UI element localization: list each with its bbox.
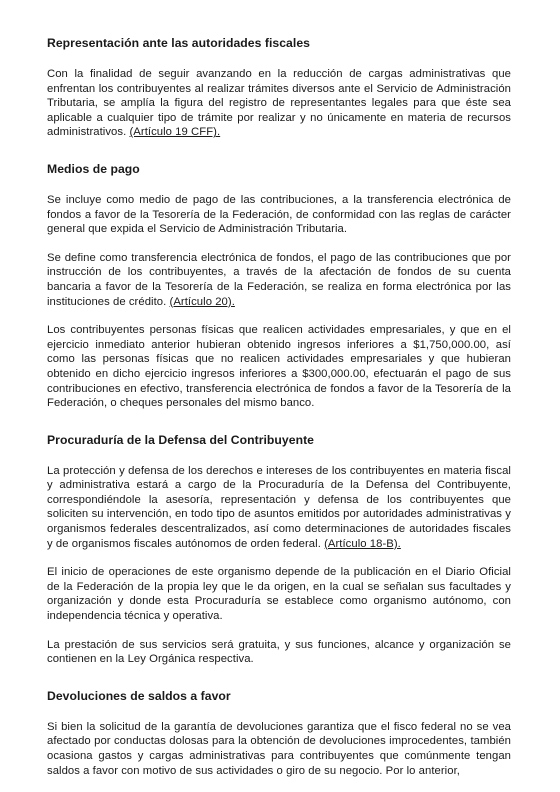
section-devoluciones — [47, 689, 511, 778]
paragraph-text: La prestación de sus servicios será gratuita, y sus funciones, alcance y organización se contienen en la Ley Orgánica respectiva. — [47, 638, 511, 666]
paragraph-text: Se incluye como medio de pago de las contribuciones, a la transferencia electrónica de fondos a favor de la Tesorería de la Federación, de conformidad con las reglas de carácter general que expida el Servicio de Administración Tributaria. — [47, 193, 511, 236]
paragraph — [47, 638, 511, 667]
article-reference: (Artículo 20). — [169, 295, 235, 308]
paragraph-text: Con la finalidad de seguir avanzando en la reducción de cargas administrativas que enfrentan los contribuyentes al realizar trámites diversos ante el Servicio de Administración Tributaria, se amplía la figura del registro de representantes legales para que éste sea aplicable a cualquier tipo de trámite por realizar y no únicamente en materia de recursos administrativos. — [47, 68, 511, 139]
section-procuraduria — [47, 433, 511, 667]
paragraph — [47, 251, 511, 309]
paragraph-text: Los contribuyentes personas físicas que realicen actividades empresariales, y que en el ejercicio inmediato anterior hubieran obtenido ingresos inferiores a $1,750,000.00, así como las personas físicas que no realicen actividades empresariales y que hubieran obtenido en dicho ejercicio ingresos inferiores a $300,000.00, efectuarán el pago de sus contribuciones en efectivo, transferencia electrónica de fondos a favor de la Tesorería de la Federación, o cheques personales del mismo banco. — [47, 324, 511, 410]
paragraph — [47, 67, 511, 140]
paragraph — [47, 193, 511, 237]
section-heading: Procuraduría de la Defensa del Contribuyente — [47, 432, 315, 447]
article-reference: (Artículo 19 CFF). — [129, 126, 221, 139]
section-representacion — [47, 36, 511, 140]
paragraph-text: El inicio de operaciones de este organismo depende de la publicación en el Diario Oficial de la Federación de la propia ley que le da origen, en la cual se señalan sus facultades y organización y donde esta Procuraduría se establece como organismo autónomo, con independencia técnica y operativa. — [47, 566, 511, 623]
paragraph — [47, 565, 511, 623]
paragraph-text: Se define como transferencia electrónica de fondos, el pago de las contribuciones que por instrucción de los contribuyentes, a través de la afectación de fondos de su cuenta bancaria a favor de la Tesorería de la Federación, se realiza en forma electrónica por las instituciones de crédito. — [47, 251, 511, 308]
document-body — [47, 36, 511, 792]
paragraph — [47, 720, 511, 778]
paragraph-text: Si bien la solicitud de la garantía de devoluciones garantiza que el fisco federal no se vea afectado por conductas dolosas para la obtención de devoluciones improcedentes, también ocasiona gastos y cargas administrativas para contribuyentes que comúnmente tengan saldos a favor con motivo de sus actividades o giro de su negocio. Por lo anterior, — [47, 720, 511, 777]
article-reference: (Artículo 18-B). — [324, 537, 401, 550]
paragraph-text: La protección y defensa de los derechos e intereses de los contribuyentes en materia fiscal y administrativa estará a cargo de la Procuraduría de la Defensa del Contribuyente, correspondiéndole la asesoría, representación y defensa de los contribuyentes que soliciten su intervención, en todo tipo de asuntos emitidos por autoridades administrativas y organismos federales descentralizados, así como determinaciones de autoridades fiscales y de organismos fiscales autónomos de orden federal. — [47, 464, 511, 550]
section-heading: Medios de pago — [47, 161, 140, 176]
section-heading: Representación ante las autoridades fiscales — [47, 36, 310, 50]
section-heading: Devoluciones de saldos a favor — [47, 688, 231, 703]
section-medios-de-pago — [47, 162, 511, 411]
paragraph — [47, 464, 511, 552]
paragraph — [47, 323, 511, 411]
